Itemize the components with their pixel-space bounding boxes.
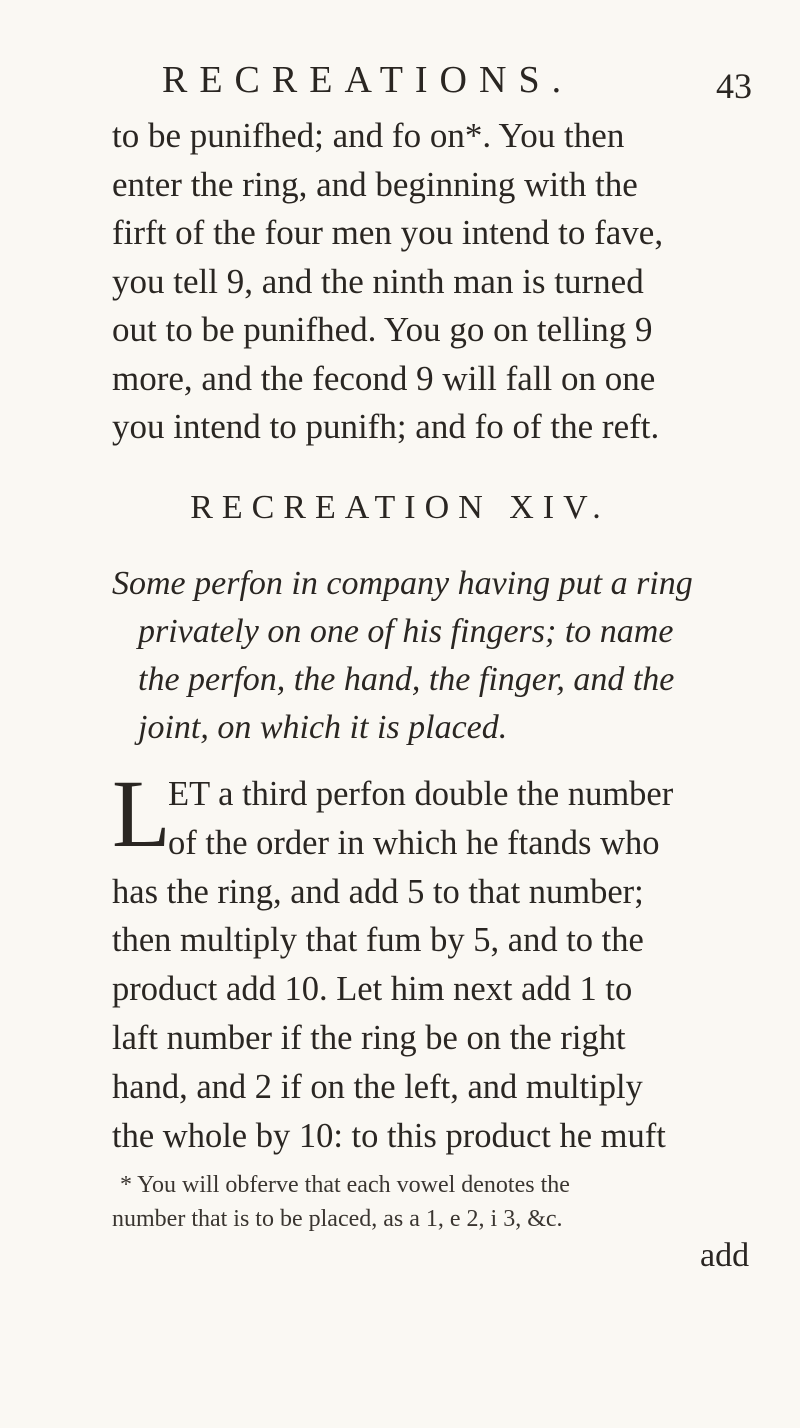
- text-line: you intend to punifh; and fo of the reft.: [112, 407, 660, 446]
- text-line: firft of the four men you intend to fave,: [112, 213, 664, 252]
- section-title: RECREATION XIV.: [190, 489, 610, 526]
- paragraph-continuation: [112, 112, 792, 452]
- text-line: the perfon, the hand, the finger, and the: [138, 661, 675, 698]
- footnote-line: number that is to be placed, as a 1, e 2, i 3, &c.: [112, 1206, 563, 1232]
- page-number: 43: [716, 66, 752, 106]
- text-line: out to be punifhed. You go on telling 9: [112, 310, 653, 349]
- text-line: joint, on which it is placed.: [138, 709, 508, 746]
- page-header: [0, 58, 800, 108]
- running-head: RECREATIONS.: [162, 59, 574, 101]
- text-line: you tell 9, and the ninth man is turned: [112, 261, 644, 301]
- text-line: of the order in which he ftands who: [168, 823, 660, 862]
- text-line: laft number if the ring be on the right: [112, 1018, 626, 1057]
- text-line: privately on one of his fingers; to name: [138, 613, 674, 650]
- text-line: ET a third perfon double the number: [168, 775, 674, 813]
- text-line: enter the ring, and beginning with the: [112, 164, 638, 204]
- text-line: then multiply that fum by 5, and to the: [112, 921, 644, 960]
- text-line: product add 10. Let him next add 1 to: [112, 970, 633, 1009]
- text-line: Some perfon in company having put a ring: [112, 565, 693, 602]
- text-line: to be punifhed; and fo on*. You then: [112, 116, 625, 155]
- footnote-line: * You will obferve that each vowel denotes the: [120, 1172, 570, 1198]
- section-body: [112, 760, 792, 1160]
- drop-cap: L: [112, 760, 171, 867]
- catchword: add: [700, 1237, 750, 1274]
- text-line: hand, and 2 if on the left, and multiply: [112, 1067, 643, 1106]
- text-line: has the ring, and add 5 to that number;: [112, 872, 644, 911]
- text-line: the whole by 10: to this product he muft: [112, 1116, 666, 1155]
- text-line: more, and the fecond 9 will fall on one: [112, 358, 656, 398]
- section-intro-italic: [112, 560, 792, 752]
- footnote: [112, 1168, 792, 1236]
